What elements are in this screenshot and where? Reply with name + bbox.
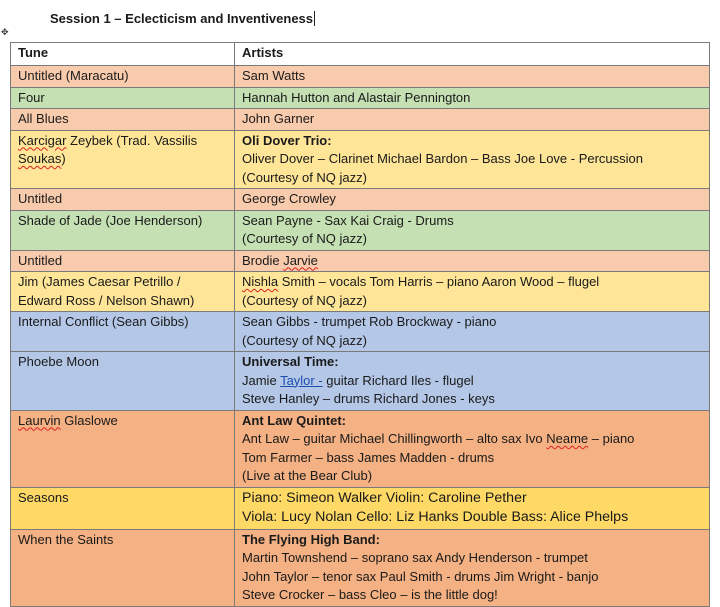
column-header-tune: Tune <box>11 43 235 66</box>
artists-line: Steve Hanley – drums Richard Jones - keys <box>242 391 495 406</box>
tune-cell[interactable] <box>11 487 235 529</box>
tune-cell[interactable] <box>11 210 235 250</box>
tune-cell[interactable] <box>11 130 235 189</box>
table-row <box>11 272 710 312</box>
artists-line: Jamie Taylor - guitar Richard Iles - flugel <box>242 372 474 388</box>
table-row <box>11 109 710 131</box>
artists-line: Sean Payne - Sax Kai Craig - Drums <box>242 212 454 228</box>
hyperlink[interactable]: Taylor - <box>280 372 323 388</box>
artists-cell[interactable] <box>235 109 710 131</box>
tune-line: When the Saints <box>18 531 114 547</box>
tune-cell[interactable] <box>11 189 235 211</box>
spellcheck-mark: Soukas <box>18 151 62 166</box>
spellcheck-mark: Laurvin <box>18 412 61 428</box>
tune-cell[interactable] <box>11 410 235 487</box>
spellcheck-mark: Nishla <box>242 274 279 289</box>
tune-cell[interactable] <box>11 109 235 131</box>
table-row <box>11 189 710 211</box>
tune-line: All Blues <box>18 111 69 126</box>
spellcheck-mark: Neame <box>546 431 589 446</box>
tune-line: Untitled (Maracatu) <box>18 68 129 83</box>
column-header-artists: Artists <box>235 43 710 66</box>
artists-line: Ant Law Quintet: <box>242 412 346 428</box>
tune-cell[interactable] <box>11 529 235 606</box>
table-row <box>11 312 710 352</box>
table-move-handle-icon[interactable]: ✥ <box>1 27 9 37</box>
artists-line: (Courtesy of NQ jazz) <box>242 292 367 308</box>
tune-cell[interactable] <box>11 66 235 88</box>
table-row <box>11 130 710 189</box>
artists-cell[interactable] <box>235 272 710 312</box>
tune-line: Internal Conflict (Sean Gibbs) <box>18 314 189 329</box>
table-row <box>11 210 710 250</box>
artists-cell[interactable] <box>235 352 710 411</box>
artists-line: Oliver Dover – Clarinet Michael Bardon – Bass Joe Love - Percussion <box>242 151 644 166</box>
artists-cell[interactable] <box>235 66 710 88</box>
artists-cell[interactable] <box>235 130 710 189</box>
artists-line: (Courtesy of NQ jazz) <box>242 332 367 348</box>
artists-line: Sam Watts <box>242 68 306 83</box>
tune-cell[interactable] <box>11 272 235 312</box>
tune-line: Seasons <box>18 489 69 505</box>
artists-cell[interactable] <box>235 487 710 529</box>
tune-line: Edward Ross / Nelson Shawn) <box>18 292 195 308</box>
spellcheck-mark: Jarvie <box>283 252 318 268</box>
artists-cell[interactable] <box>235 312 710 352</box>
artists-cell[interactable] <box>235 210 710 250</box>
artists-cell[interactable] <box>235 250 710 272</box>
artists-line: John Garner <box>242 111 315 126</box>
artists-line: Ant Law – guitar Michael Chillingworth – alto sax Ivo Neame – piano <box>242 431 635 446</box>
table-row <box>11 87 710 109</box>
artists-line: Tom Farmer – bass James Madden - drums <box>242 449 495 465</box>
spellcheck-mark: Karcigar <box>18 132 67 148</box>
artists-line: (Courtesy of NQ jazz) <box>242 231 367 246</box>
artists-line: Brodie Jarvie <box>242 252 318 268</box>
artists-cell[interactable] <box>235 529 710 606</box>
tune-line: Phoebe Moon <box>18 354 99 369</box>
table-row <box>11 352 710 411</box>
tune-line: Shade of Jade (Joe Henderson) <box>18 212 203 228</box>
table-header-row <box>11 43 710 66</box>
session-heading: Session 1 – Eclecticism and Inventiveness <box>50 11 314 26</box>
artists-line: Nishla Smith – vocals Tom Harris – piano Aaron Wood – flugel <box>242 274 600 289</box>
artists-line: (Live at the Bear Club) <box>242 468 373 483</box>
tune-line: Four <box>18 89 45 105</box>
artists-line: Hannah Hutton and Alastair Pennington <box>242 89 471 105</box>
table-row <box>11 410 710 487</box>
artists-line: John Taylor – tenor sax Paul Smith - drums Jim Wright - banjo <box>242 568 599 584</box>
artists-line: Martin Townshend – soprano sax Andy Henderson - trumpet <box>242 550 588 565</box>
artists-line: Universal Time: <box>242 354 339 369</box>
tune-line: Untitled <box>18 252 63 268</box>
tune-cell[interactable] <box>11 87 235 109</box>
tune-cell[interactable] <box>11 312 235 352</box>
tune-line: Untitled <box>18 191 63 206</box>
artists-line: Steve Crocker – bass Cleo – is the little dog! <box>242 587 498 602</box>
text-cursor-icon <box>314 11 315 26</box>
tune-line: Laurvin Glaslowe <box>18 412 118 428</box>
artists-line: (Courtesy of NQ jazz) <box>242 169 367 185</box>
tune-cell[interactable] <box>11 250 235 272</box>
table-row <box>11 487 710 529</box>
tune-line: Soukas) <box>18 151 66 166</box>
tune-table <box>10 42 710 607</box>
artists-cell[interactable] <box>235 87 710 109</box>
tune-line: Karcigar Zeybek (Trad. Vassilis <box>18 132 198 148</box>
tune-cell[interactable] <box>11 352 235 411</box>
table-row <box>11 529 710 606</box>
artists-cell[interactable] <box>235 410 710 487</box>
artists-line: Oli Dover Trio: <box>242 132 332 148</box>
artists-cell[interactable] <box>235 189 710 211</box>
artists-line: George Crowley <box>242 191 336 206</box>
artists-line: Sean Gibbs - trumpet Rob Brockway - piano <box>242 314 497 329</box>
table-row <box>11 250 710 272</box>
artists-line: The Flying High Band: <box>242 531 380 547</box>
artists-line: Viola: Lucy Nolan Cello: Liz Hanks Double Bass: Alice Phelps <box>242 509 629 525</box>
tune-line: Jim (James Caesar Petrillo / <box>18 274 181 289</box>
table-row <box>11 66 710 88</box>
artists-line: Piano: Simeon Walker Violin: Caroline Pether <box>242 489 527 506</box>
